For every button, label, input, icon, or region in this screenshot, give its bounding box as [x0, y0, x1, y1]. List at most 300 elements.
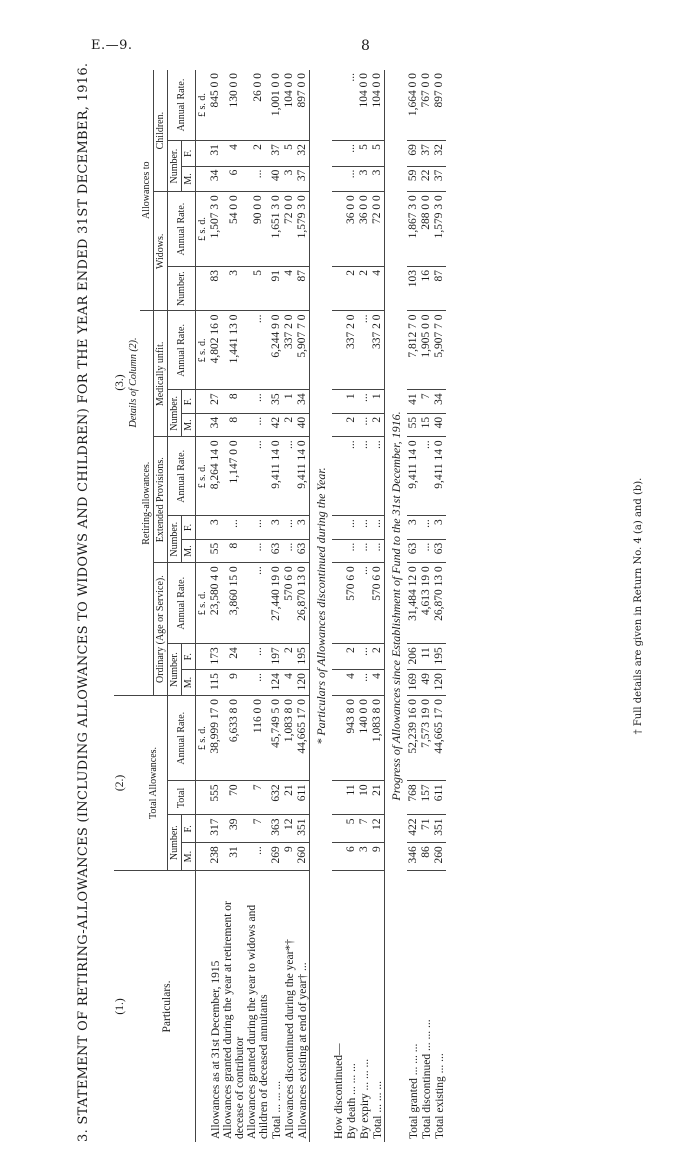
- total-rate-header: Annual Rate.: [168, 696, 196, 781]
- col2-label: (2.): [114, 696, 127, 871]
- table-cell: 260: [296, 843, 310, 871]
- table-cell: 3,860 15 0: [222, 563, 246, 644]
- table-cell: 6: [222, 166, 246, 192]
- table-cell: 12: [371, 815, 385, 843]
- table-cell: 9: [283, 843, 296, 871]
- table-cell: 1,001 0 0: [270, 70, 283, 141]
- table-cell: 7: [246, 815, 270, 843]
- table-cell: 1,083 8 0: [371, 696, 385, 781]
- table-cell: 40: [296, 413, 310, 436]
- table-cell: 12: [283, 815, 296, 843]
- table-cell: 34: [296, 390, 310, 413]
- medically-header: Medically unfit.: [154, 311, 168, 437]
- table-cell: ...: [283, 437, 296, 516]
- table-cell: [332, 516, 345, 539]
- table-cell: 1,147 0 0: [222, 437, 246, 516]
- table-cell: 611: [296, 781, 310, 815]
- table-cell: 351: [433, 815, 446, 843]
- table-cell: 8: [222, 539, 246, 562]
- table-cell: 40: [433, 413, 446, 436]
- table-cell: ...: [420, 437, 433, 516]
- table-cell: 34: [209, 166, 222, 192]
- table-cell: 1,905 0 0: [420, 311, 433, 390]
- row-label: Total discontinued ... ... ...: [420, 1019, 433, 1139]
- table-cell: ...: [246, 516, 270, 539]
- table-cell: 611: [433, 781, 446, 815]
- table-cell: ...: [246, 670, 270, 696]
- footnote: † Full details are given in Return No. 4 (a) and (b).: [633, 477, 644, 735]
- table-cell: [332, 781, 345, 815]
- table-cell: ...: [358, 644, 371, 670]
- table-cell: 72 0 0: [283, 192, 296, 267]
- table-cell: 4: [283, 266, 296, 311]
- table-cell: 31: [222, 843, 246, 871]
- table-cell: 36 0 0: [358, 192, 371, 267]
- table-cell: 40: [270, 166, 283, 192]
- progress-section: [385, 70, 408, 1142]
- statement-title: 3. STATEMENT OF RETIRING-ALLOWANCES (INCLUDING ALLOWANCES TO WIDOWS AND CHILDREN) FOR THE YEAR ENDED 31ST DECEMBER, 1916.: [76, 62, 91, 1142]
- table-cell: 4: [371, 670, 385, 696]
- table-cell: 2: [371, 644, 385, 670]
- table-cell: 3: [358, 166, 371, 192]
- table-row: [433, 70, 446, 1142]
- table-cell: 1,083 8 0: [283, 696, 296, 781]
- table-cell: 3: [358, 843, 371, 871]
- total-lsd-header: £ s. d.: [196, 696, 210, 781]
- table-cell: ...: [358, 437, 371, 516]
- retiring-allowances-header: Retiring-allowances.: [140, 311, 154, 696]
- row-label: Allowances granted during the year at retirement or decease of contributor: [222, 901, 246, 1139]
- table-cell: ...: [246, 843, 270, 871]
- table-cell: 59: [407, 166, 420, 192]
- table-cell: 55: [209, 539, 222, 562]
- table-cell: ...: [345, 516, 358, 539]
- table-cell: 5: [345, 815, 358, 843]
- table-cell: 1: [371, 390, 385, 413]
- table-cell: [332, 266, 345, 311]
- table-cell: 317: [209, 815, 222, 843]
- table-cell: 1,664 0 0: [407, 70, 420, 141]
- table-cell: 34: [433, 390, 446, 413]
- row-label: Allowances granted during the year to widows and children of deceased annuitants: [246, 904, 270, 1139]
- total-allowances-header: Total Allowances.: [140, 696, 168, 871]
- table-cell: 10: [358, 781, 371, 815]
- table-cell: 11: [420, 644, 433, 670]
- extended-number-header: Number.: [168, 516, 182, 563]
- discontinued-rows: [332, 70, 385, 1142]
- table-cell: ...: [358, 311, 371, 390]
- table-cell: [332, 141, 345, 167]
- table-cell: 2: [246, 141, 270, 167]
- ordinary-lsd-header: £ s. d.: [196, 563, 210, 644]
- row-label: Total ... ... ...: [270, 1081, 283, 1139]
- table-cell: 22: [420, 166, 433, 192]
- table-cell: 11: [345, 781, 358, 815]
- table-cell: 2: [371, 413, 385, 436]
- table-cell: 27: [209, 390, 222, 413]
- table-cell: ...: [358, 390, 371, 413]
- table-cell: 83: [209, 266, 222, 311]
- table-cell: 24: [222, 644, 246, 670]
- table-cell: 54 0 0: [222, 192, 246, 267]
- table-cell: 4: [371, 266, 385, 311]
- table-cell: 845 0 0: [209, 70, 222, 141]
- table-cell: 37: [420, 141, 433, 167]
- table-cell: 34: [209, 413, 222, 436]
- table-cell: 4: [222, 141, 246, 167]
- table-cell: ...: [246, 166, 270, 192]
- table-cell: 5: [246, 266, 270, 311]
- table-row: [420, 70, 433, 1142]
- table-cell: ...: [345, 437, 358, 516]
- table-cell: ...: [358, 539, 371, 562]
- table-cell: 87: [296, 266, 310, 311]
- table-cell: ...: [283, 516, 296, 539]
- medically-number-header: Number.: [168, 390, 182, 437]
- table-cell: [332, 70, 345, 141]
- table-cell: 41: [407, 390, 420, 413]
- table-cell: [332, 311, 345, 390]
- table-cell: 116 0 0: [246, 696, 270, 781]
- document-reference: E.—9.: [91, 38, 133, 53]
- table-cell: 4,802 16 0: [209, 311, 222, 390]
- allowances-table: [114, 70, 446, 1142]
- table-cell: ...: [222, 516, 246, 539]
- table-cell: 9: [371, 843, 385, 871]
- table-cell: 768: [407, 781, 420, 815]
- medically-f-header: F.: [182, 390, 196, 413]
- table-cell: 63: [270, 539, 283, 562]
- table-cell: 63: [296, 539, 310, 562]
- table-cell: 23,580 4 0: [209, 563, 222, 644]
- table-cell: 206: [407, 644, 420, 670]
- table-cell: 44,665 17 0: [433, 696, 446, 781]
- table-cell: 55: [407, 413, 420, 436]
- extended-f-header: F.: [182, 516, 196, 539]
- ordinary-rate-header: Annual Rate.: [168, 563, 196, 644]
- extended-lsd-header: £ s. d.: [196, 437, 210, 516]
- table-cell: 8: [222, 390, 246, 413]
- table-cell: 351: [296, 815, 310, 843]
- table-cell: 3: [270, 516, 283, 539]
- rotated-page: [74, 62, 700, 1142]
- table-cell: [332, 413, 345, 436]
- table-cell: 5: [371, 141, 385, 167]
- table-cell: [332, 843, 345, 871]
- widows-rate-header: Annual Rate.: [168, 192, 196, 267]
- table-cell: 140 0 0: [358, 696, 371, 781]
- table-cell: 9,411 14 0: [407, 437, 420, 516]
- table-cell: 6,244 9 0: [270, 311, 283, 390]
- total-number-header: Number.: [168, 815, 182, 870]
- table-cell: 195: [433, 644, 446, 670]
- table-cell: 27,440 19 0: [270, 563, 283, 644]
- table-cell: 269: [270, 843, 283, 871]
- table-cell: ...: [246, 311, 270, 390]
- table-cell: 16: [420, 266, 433, 311]
- table-cell: 632: [270, 781, 283, 815]
- table-cell: 86: [420, 843, 433, 871]
- table-cell: 6: [345, 843, 358, 871]
- widows-lsd-header: £ s. d.: [196, 192, 210, 267]
- table-cell: 2: [283, 413, 296, 436]
- row-label: How discontinued—: [332, 1043, 345, 1139]
- table-cell: 3: [371, 166, 385, 192]
- table-cell: ...: [345, 166, 358, 192]
- table-cell: 63: [407, 539, 420, 562]
- row-label: Total ... ... ...: [371, 1081, 384, 1139]
- children-m-header: M.: [182, 166, 196, 192]
- table-cell: 69: [407, 141, 420, 167]
- medically-m-header: M.: [182, 413, 196, 436]
- table-cell: 422: [407, 815, 420, 843]
- table-cell: ...: [283, 539, 296, 562]
- table-cell: 197: [270, 644, 283, 670]
- table-row: [345, 70, 358, 1142]
- table-cell: [332, 815, 345, 843]
- table-row: [222, 70, 246, 1142]
- total-col-header: Total: [168, 781, 196, 815]
- table-cell: ...: [246, 390, 270, 413]
- table-row: [332, 70, 345, 1142]
- table-row: [371, 70, 385, 1142]
- table-cell: 1: [283, 390, 296, 413]
- table-cell: 337 2 0: [371, 311, 385, 390]
- row-label: Allowances as at 31st December, 1915: [209, 960, 222, 1139]
- table-cell: 3: [433, 516, 446, 539]
- children-rate-header: Annual Rate.: [168, 70, 196, 141]
- table-cell: ...: [345, 70, 358, 141]
- statement-table-rotated: [74, 62, 648, 1142]
- table-cell: 7: [358, 815, 371, 843]
- table-cell: 36 0 0: [345, 192, 358, 267]
- table-cell: 130 0 0: [222, 70, 246, 141]
- table-cell: 7: [420, 390, 433, 413]
- table-cell: 8,264 14 0: [209, 437, 222, 516]
- table-cell: 26,870 13 0: [433, 563, 446, 644]
- table-cell: 37: [270, 141, 283, 167]
- table-cell: 570 6 0: [371, 563, 385, 644]
- table-cell: [332, 670, 345, 696]
- table-cell: 32: [433, 141, 446, 167]
- table-cell: 35: [270, 390, 283, 413]
- table-cell: 26,870 13 0: [296, 563, 310, 644]
- table-cell: 897 0 0: [296, 70, 310, 141]
- discontinued-section: [310, 70, 333, 1142]
- table-cell: ...: [371, 539, 385, 562]
- table-cell: 169: [407, 670, 420, 696]
- table-cell: ...: [358, 413, 371, 436]
- row-label: Total existing ... ...: [433, 1053, 446, 1139]
- table-cell: 897 0 0: [433, 70, 446, 141]
- table-cell: 45,749 5 0: [270, 696, 283, 781]
- total-f-header: F.: [182, 815, 196, 843]
- children-number-header: Number.: [168, 141, 182, 192]
- table-cell: 337 2 0: [283, 311, 296, 390]
- table-row: [407, 70, 420, 1142]
- progress-section-title: Progress of Allowances since Establishment of Fund to the 31st December, 1916.: [385, 70, 408, 1142]
- table-cell: ...: [345, 539, 358, 562]
- table-row: [246, 70, 270, 1142]
- table-cell: 173: [209, 644, 222, 670]
- allowances-to-header: Allowances to: [140, 70, 154, 311]
- ordinary-m-header: M.: [182, 670, 196, 696]
- table-cell: 104 0 0: [371, 70, 385, 141]
- table-cell: [332, 437, 345, 516]
- table-cell: 570 6 0: [345, 563, 358, 644]
- row-label: Total granted ... ... ...: [407, 1043, 420, 1139]
- table-cell: 4,613 19 0: [420, 563, 433, 644]
- children-lsd-header: £ s. d.: [196, 70, 210, 141]
- table-cell: 3: [283, 166, 296, 192]
- main-rows: [209, 70, 310, 1142]
- table-cell: 7: [246, 781, 270, 815]
- table-row: [283, 70, 296, 1142]
- table-cell: 49: [420, 670, 433, 696]
- table-cell: 7,573 19 0: [420, 696, 433, 781]
- table-cell: ...: [420, 516, 433, 539]
- widows-number-header: Number.: [168, 266, 196, 311]
- total-m-header: M.: [182, 843, 196, 871]
- extended-m-header: M.: [182, 539, 196, 562]
- table-cell: 3: [296, 516, 310, 539]
- table-cell: 1,651 3 0: [270, 192, 283, 267]
- table-cell: 4: [283, 670, 296, 696]
- table-cell: 1,867 3 0: [407, 192, 420, 267]
- table-cell: 1,441 13 0: [222, 311, 246, 390]
- table-cell: 288 0 0: [420, 192, 433, 267]
- table-cell: 120: [433, 670, 446, 696]
- table-cell: ...: [246, 437, 270, 516]
- table-row: [296, 70, 310, 1142]
- table-cell: 52,239 16 0: [407, 696, 420, 781]
- table-cell: 32: [296, 141, 310, 167]
- table-cell: 260: [433, 843, 446, 871]
- row-label: Allowances discontinued during the year*†: [283, 939, 296, 1139]
- table-cell: [332, 166, 345, 192]
- table-cell: 346: [407, 843, 420, 871]
- table-cell: 26 0 0: [246, 70, 270, 141]
- table-cell: ...: [246, 539, 270, 562]
- table-cell: 9,411 14 0: [433, 437, 446, 516]
- table-cell: [332, 696, 345, 781]
- page-number: 8: [361, 38, 370, 54]
- table-row: [209, 70, 222, 1142]
- table-cell: [332, 644, 345, 670]
- table-cell: [332, 539, 345, 562]
- table-cell: 9,411 14 0: [296, 437, 310, 516]
- table-cell: 2: [358, 266, 371, 311]
- table-cell: 91: [270, 266, 283, 311]
- table-cell: 570 6 0: [283, 563, 296, 644]
- table-cell: 9,411 14 0: [270, 437, 283, 516]
- table-cell: 104 0 0: [283, 70, 296, 141]
- table-cell: 71: [420, 815, 433, 843]
- particulars-header: Particulars.: [161, 980, 173, 1033]
- table-cell: 90 0 0: [246, 192, 270, 267]
- table-header: [114, 70, 209, 1142]
- table-cell: [332, 390, 345, 413]
- table-cell: 120: [296, 670, 310, 696]
- table-cell: 6,633 8 0: [222, 696, 246, 781]
- table-cell: 37: [296, 166, 310, 192]
- table-cell: ...: [358, 670, 371, 696]
- table-cell: ...: [420, 539, 433, 562]
- medically-lsd-header: £ s. d.: [196, 311, 210, 390]
- table-cell: 157: [420, 781, 433, 815]
- table-cell: 195: [296, 644, 310, 670]
- table-cell: 5,907 7 0: [296, 311, 310, 390]
- table-cell: 5: [358, 141, 371, 167]
- table-cell: 943 8 0: [345, 696, 358, 781]
- table-cell: 767 0 0: [420, 70, 433, 141]
- extended-header: Extended Provisions.: [154, 437, 168, 563]
- table-cell: 5: [283, 141, 296, 167]
- table-cell: 31,484 12 0: [407, 563, 420, 644]
- table-cell: 87: [433, 266, 446, 311]
- row-label: Allowances existing at end of year† ...: [296, 962, 309, 1139]
- medically-rate-header: Annual Rate.: [168, 311, 196, 390]
- table-cell: 1,579 3 0: [433, 192, 446, 267]
- table-cell: 3: [407, 516, 420, 539]
- table-cell: ...: [246, 644, 270, 670]
- table-cell: 2: [345, 644, 358, 670]
- table-cell: 337 2 0: [345, 311, 358, 390]
- table-cell: 70: [222, 781, 246, 815]
- table-row: [358, 70, 371, 1142]
- table-cell: 15: [420, 413, 433, 436]
- table-cell: 8: [222, 413, 246, 436]
- row-label: By death ... ... ...: [345, 1063, 358, 1139]
- ordinary-header: Ordinary (Age or Service).: [154, 563, 168, 696]
- table-cell: 2: [345, 413, 358, 436]
- table-cell: ...: [358, 516, 371, 539]
- table-cell: ...: [246, 413, 270, 436]
- table-cell: 2: [283, 644, 296, 670]
- discontinued-section-title: * Particulars of Allowances discontinued during the Year.: [310, 70, 333, 1142]
- table-cell: 363: [270, 815, 283, 843]
- children-f-header: F.: [182, 141, 196, 167]
- table-cell: 42: [270, 413, 283, 436]
- table-cell: 44,665 17 0: [296, 696, 310, 781]
- table-cell: 104 0 0: [358, 70, 371, 141]
- table-cell: 9: [222, 670, 246, 696]
- table-cell: ...: [371, 516, 385, 539]
- table-cell: 72 0 0: [371, 192, 385, 267]
- table-cell: 115: [209, 670, 222, 696]
- table-cell: 3: [222, 266, 246, 311]
- table-cell: 21: [283, 781, 296, 815]
- table-cell: [332, 563, 345, 644]
- table-cell: 555: [209, 781, 222, 815]
- table-cell: ...: [371, 437, 385, 516]
- table-cell: 38,999 17 0: [209, 696, 222, 781]
- table-cell: 1,579 3 0: [296, 192, 310, 267]
- table-cell: ...: [358, 563, 371, 644]
- col1-label: (1.): [114, 998, 126, 1015]
- table-cell: ...: [246, 563, 270, 644]
- progress-rows: [407, 70, 446, 1142]
- table-cell: 31: [209, 141, 222, 167]
- ordinary-f-header: F.: [182, 644, 196, 670]
- table-cell: ...: [345, 141, 358, 167]
- col3-label: (3.): [114, 70, 127, 696]
- table-cell: [332, 192, 345, 267]
- children-header: Children.: [154, 70, 168, 192]
- table-cell: 39: [222, 815, 246, 843]
- widows-header: Widows.: [154, 192, 168, 311]
- table-cell: 3: [209, 516, 222, 539]
